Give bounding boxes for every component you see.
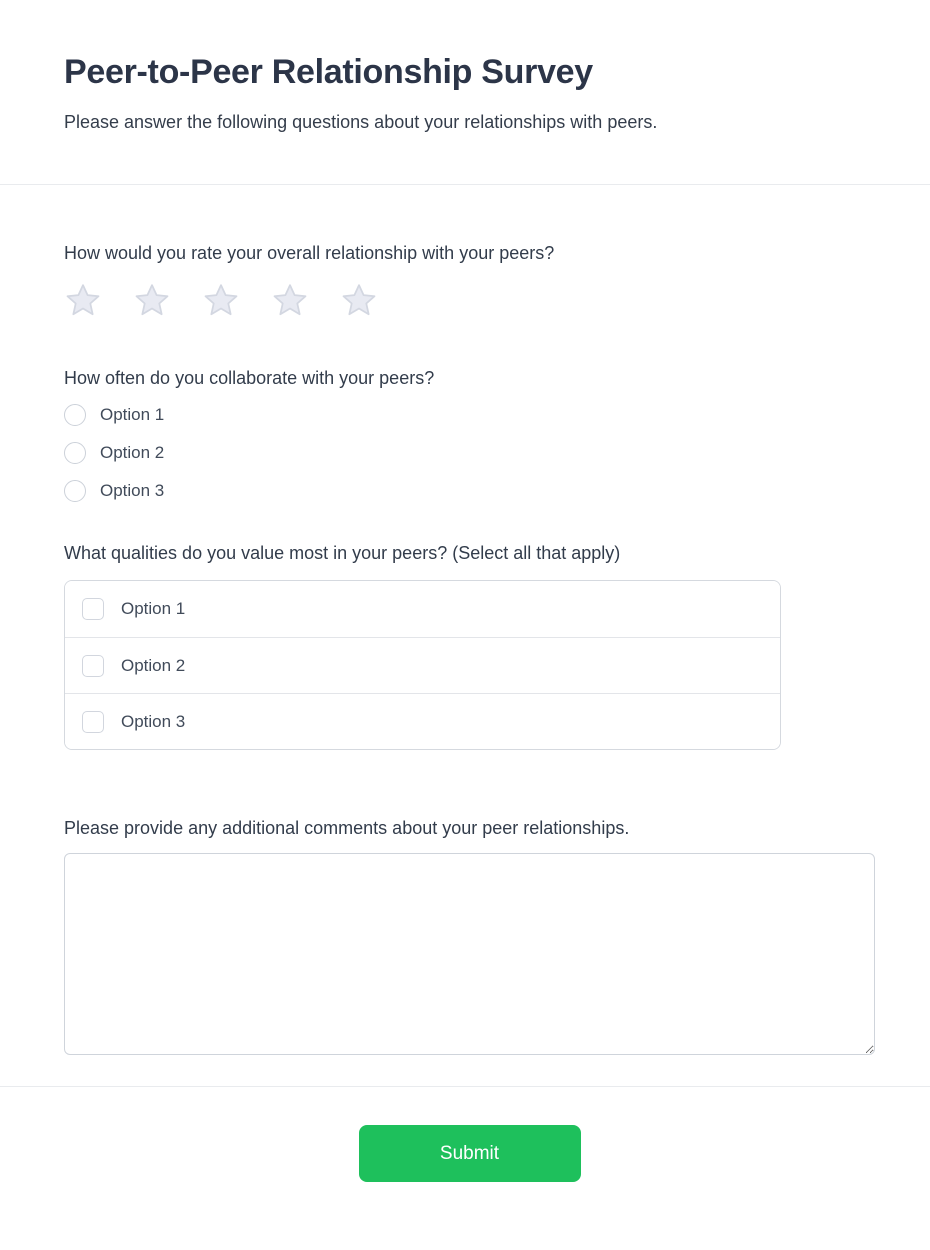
survey-header xyxy=(0,0,930,135)
collaboration-question-label: How often do you collaborate with your peers? xyxy=(64,368,435,388)
survey-form xyxy=(0,185,930,1086)
radio-option-label: Option 1 xyxy=(100,405,165,424)
radio-circle-icon[interactable] xyxy=(64,442,86,464)
radio-circle-icon[interactable] xyxy=(64,404,86,426)
star-icon[interactable] xyxy=(133,281,171,319)
comments-question-label: Please provide any additional comments about your peer relationships. xyxy=(64,818,630,838)
radio-option[interactable] xyxy=(64,480,875,502)
star-rating xyxy=(64,281,875,319)
survey-footer xyxy=(0,1087,930,1233)
checkbox-option[interactable] xyxy=(65,581,780,637)
checkbox-box-icon[interactable] xyxy=(82,711,104,733)
question-collaboration xyxy=(64,366,875,502)
checkbox-group xyxy=(64,580,781,750)
star-icon[interactable] xyxy=(271,281,309,319)
question-qualities xyxy=(64,541,875,750)
question-comments xyxy=(64,816,875,1055)
radio-option[interactable] xyxy=(64,442,875,464)
radio-option-label: Option 3 xyxy=(100,481,165,500)
checkbox-option-label: Option 2 xyxy=(121,655,186,675)
question-rating xyxy=(64,241,875,319)
page-subtitle: Please answer the following questions about your relationships with peers. xyxy=(64,112,658,132)
submit-button[interactable]: Submit xyxy=(359,1125,581,1182)
comments-textarea[interactable] xyxy=(64,853,875,1055)
star-icon[interactable] xyxy=(64,281,102,319)
star-icon[interactable] xyxy=(202,281,240,319)
qualities-question-label: What qualities do you value most in your peers? (Select all that apply) xyxy=(64,543,621,563)
star-icon[interactable] xyxy=(340,281,378,319)
rating-question-label: How would you rate your overall relationship with your peers? xyxy=(64,243,555,263)
radio-option-label: Option 2 xyxy=(100,443,165,462)
checkbox-option-label: Option 3 xyxy=(121,711,186,731)
radio-group xyxy=(64,404,875,502)
checkbox-box-icon[interactable] xyxy=(82,598,104,620)
checkbox-box-icon[interactable] xyxy=(82,655,104,677)
radio-option[interactable] xyxy=(64,404,875,426)
checkbox-option-label: Option 1 xyxy=(121,599,186,618)
checkbox-option[interactable] xyxy=(65,693,780,749)
radio-circle-icon[interactable] xyxy=(64,480,86,502)
page-title: Peer-to-Peer Relationship Survey xyxy=(64,53,593,91)
checkbox-option[interactable] xyxy=(65,637,780,693)
